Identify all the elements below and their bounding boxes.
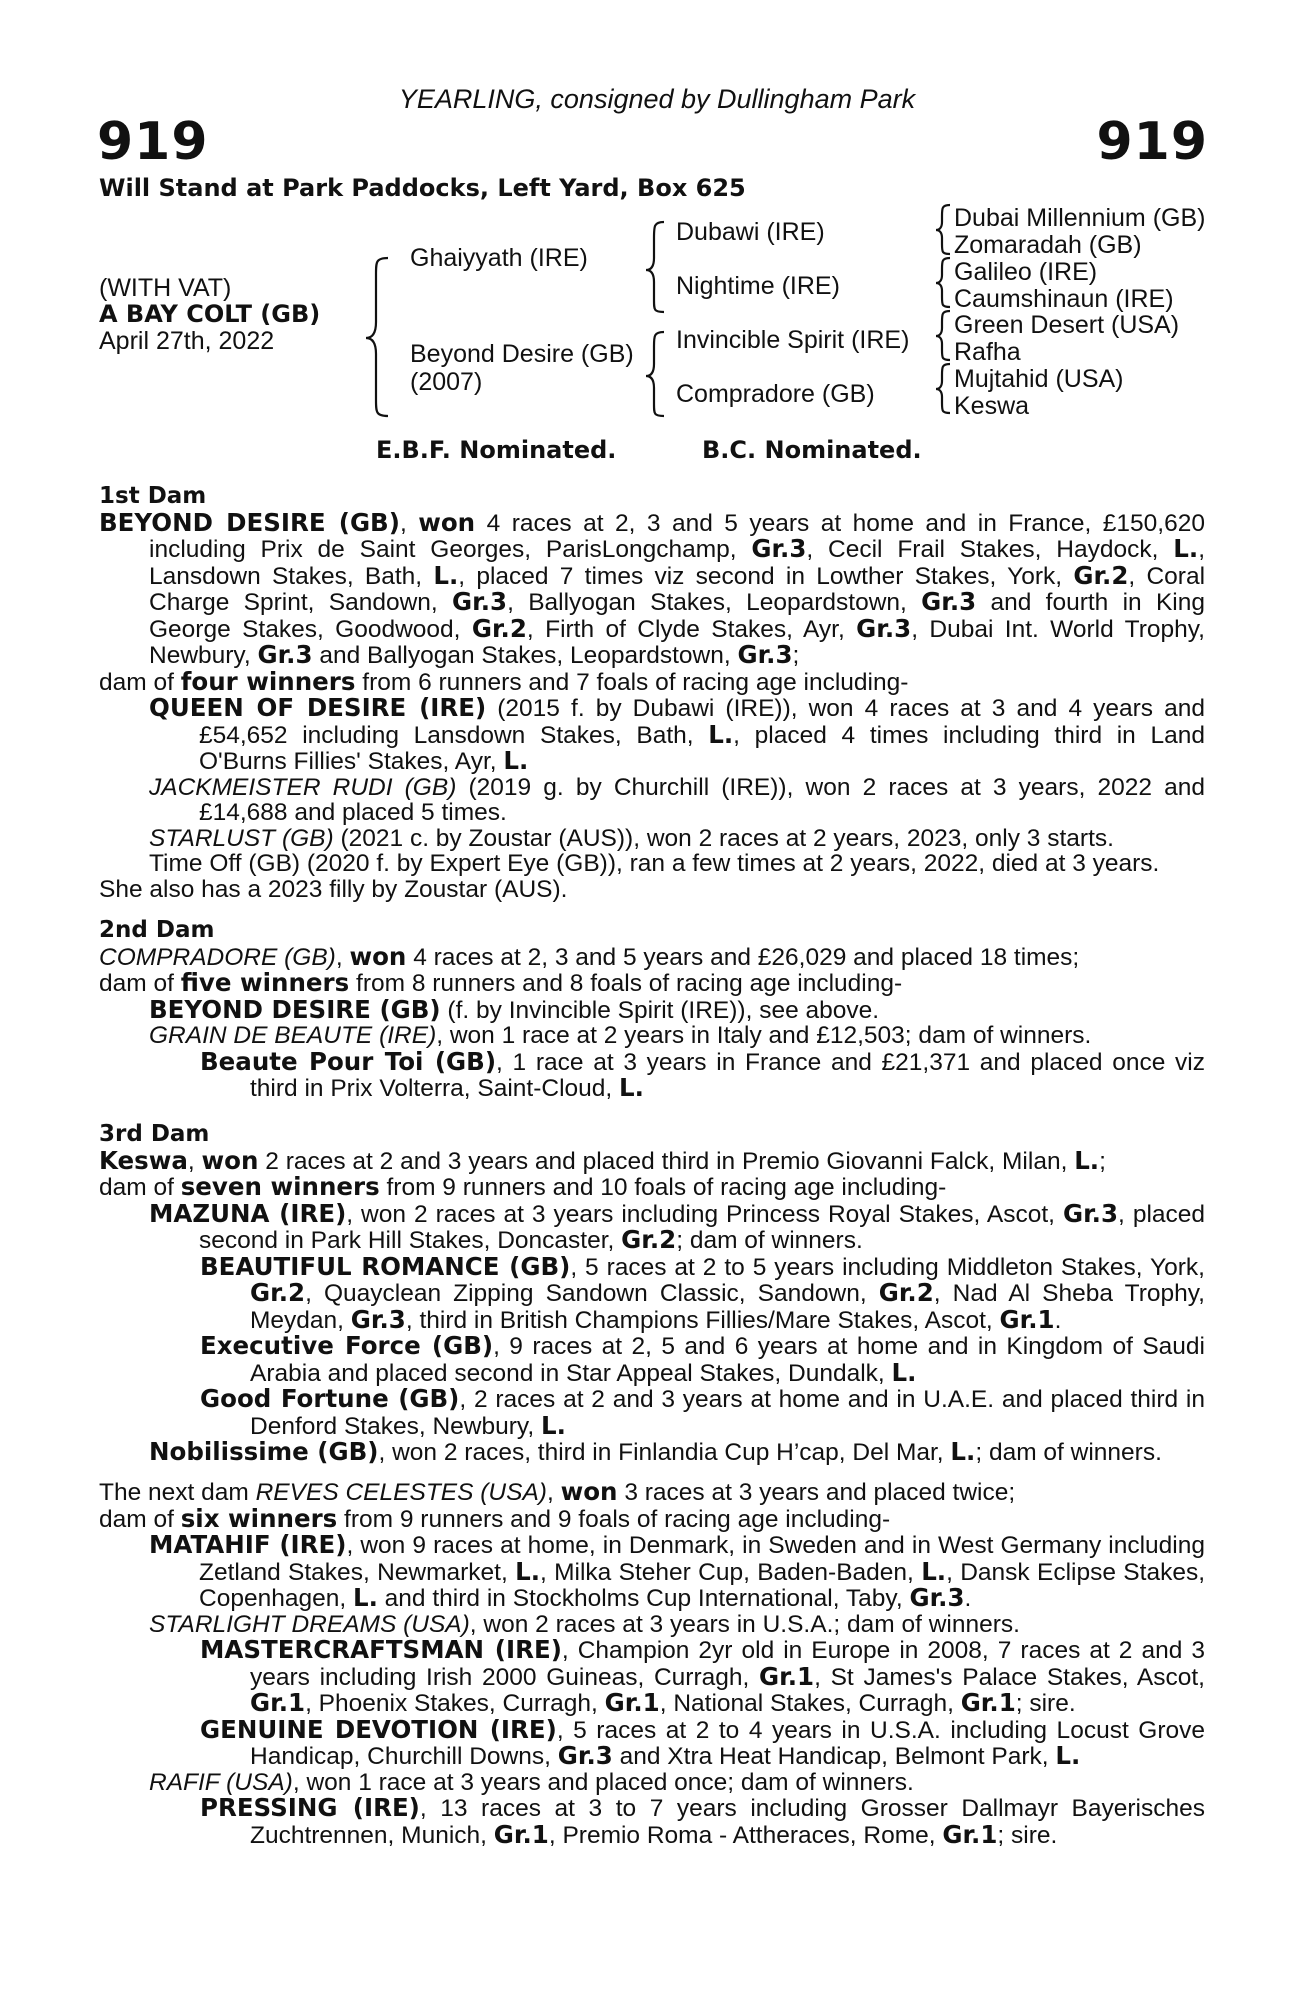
entry-paragraph: BEAUTIFUL ROMANCE (GB), 5 races at 2 to 5 years including Middleton Stakes, York, Gr.2, Quayclean Zipping Sandown Classic, Sandown, Gr.2, Nad Al Sheba Trophy, Meydan, Gr.3, third in British Champions Fillies/Mare Stakes, Ascot, Gr.1. (200, 1251, 1205, 1334)
entry-paragraph: MATAHIF (IRE), won 9 races at home, in Denmark, in Sweden and in West Germany including Zetland Stakes, Newmarket, L., Milka Steher Cup, Baden-Baden, L., Dansk Eclipse Stakes, Copenhagen, L. and third in Stockholms Cup International, Taby, Gr.3. (149, 1530, 1206, 1612)
sire-dam: Nightime (IRE) (676, 272, 840, 300)
entry-paragraph: STARLIGHT DREAMS (USA), won 2 races at 3 years in U.S.A.; dam of winners. (149, 1610, 1020, 1638)
entry-paragraph: dam of five winners from 8 runners and 8 foals of racing age including- (99, 968, 903, 997)
entry-paragraph: GENUINE DEVOTION (IRE), 5 races at 2 to 4 years in U.S.A. including Locust Grove Handicap, Churchill Downs, Gr.3 and Xtra Heat Handicap, Belmont Park, L. (200, 1714, 1205, 1770)
vat-note: (WITH VAT) (99, 274, 232, 302)
ebf-nominated: E.B.F. Nominated. (376, 436, 617, 464)
entry-paragraph: MASTERCRAFTSMAN (IRE), Champion 2yr old in Europe in 2008, 7 races at 2 and 3 years including Irish 2000 Guineas, Curragh, Gr.1, St James's Palace Stakes, Ascot, Gr.1, Phoenix Stakes, Curragh, Gr.1, National Stakes, Curragh, Gr.1; sire. (200, 1635, 1205, 1717)
entry-paragraph: dam of six winners from 9 runners and 9 foals of racing age including- (99, 1503, 891, 1533)
section-heading: 2nd Dam (99, 917, 215, 943)
section-body (99, 941, 1205, 1102)
entry-paragraph: Executive Force (GB), 9 races at 2, 5 and 6 years at home and in Kingdom of Saudi Arabia and placed second in Star Appeal Stakes, Dundalk, L. (200, 1331, 1205, 1387)
g3-7: Mujtahid (USA) (954, 365, 1124, 393)
sire: Ghaiyyath (IRE) (410, 244, 588, 272)
g3-4: Caumshinaun (IRE) (954, 285, 1174, 313)
consigner-line: YEARLING, consigned by Dullingham Park (398, 84, 916, 114)
section-body (99, 1145, 1206, 1466)
entry-paragraph: dam of seven winners from 9 runners and 10 foals of racing age including- (99, 1172, 947, 1201)
entry-paragraph: BEYOND DESIRE (GB) (f. by Invincible Spirit (IRE)), see above. (149, 994, 880, 1024)
entry-paragraph: Beaute Pour Toi (GB), 1 race at 3 years in France and £21,371 and placed once viz third in Prix Volterra, Saint-Cloud, L. (200, 1046, 1205, 1102)
entry-paragraph: COMPRADORE (GB), won 4 races at 2, 3 and 5 years and £26,029 and placed 18 times; (99, 941, 1080, 971)
first-dam-section (99, 484, 1205, 902)
entry-paragraph: dam of four winners from 6 runners and 7 foals of racing age including- (99, 666, 909, 696)
stand-location: Will Stand at Park Paddocks, Left Yard, Box 625 (99, 174, 746, 202)
entry-paragraph: The next dam REVES CELESTES (USA), won 3 races at 3 years and placed twice; (99, 1477, 1016, 1506)
section-heading: 3rd Dam (99, 1121, 210, 1147)
entry-paragraph: JACKMEISTER RUDI (GB) (2019 g. by Churchill (IRE)), won 2 races at 3 years, 2022 and £14,688 and placed 5 times. (149, 773, 1205, 826)
lot-number-left: 919 (97, 112, 209, 172)
third-dam-section (99, 1122, 1205, 1466)
entry-paragraph: BEYOND DESIRE (GB), won 4 races at 2, 3 and 5 years at home and in France, £150,620 including Prix de Saint Georges, ParisLongchamp, Gr.3, Cecil Frail Stakes, Haydock, L., Lansdown Stakes, Bath, L., placed 7 times viz second in Lowther Stakes, York, Gr.2, Coral Charge Sprint, Sandown, Gr.3, Ballyogan Stakes, Leopardstown, Gr.3 and fourth in King George Stakes, Goodwood, Gr.2, Firth of Clyde Stakes, Ayr, Gr.3, Dubai Int. World Trophy, Newbury, Gr.3 and Ballyogan Stakes, Leopardstown, Gr.3; (99, 507, 1206, 669)
entry-paragraph: Keswa, won 2 races at 2 and 3 years and placed third in Premio Giovanni Falck, Milan, L.; (99, 1145, 1106, 1175)
lot-number-right: 919 (1096, 112, 1208, 172)
entry-paragraph: STARLUST (GB) (2021 c. by Zoustar (AUS)), won 2 races at 2 years, 2023, only 3 starts. (149, 824, 1114, 852)
horse-title: A BAY COLT (GB) (99, 300, 321, 328)
entry-paragraph: PRESSING (IRE), 13 races at 3 to 7 years including Grosser Dallmayr Bayerisches Zuchtrennen, Munich, Gr.1, Premio Roma - Attheraces, Rome, Gr.1; sire. (200, 1793, 1205, 1849)
dam-year: (2007) (410, 368, 483, 396)
foaling-date: April 27th, 2022 (99, 327, 275, 355)
dam: Beyond Desire (GB) (410, 340, 634, 368)
entry-paragraph: Time Off (GB) (2020 f. by Expert Eye (GB)), ran a few times at 2 years, 2022, died at 3 years. (149, 850, 1160, 877)
entry-paragraph: MAZUNA (IRE), won 2 races at 3 years including Princess Royal Stakes, Ascot, Gr.3, placed second in Park Hill Stakes, Doncaster, Gr.2; dam of winners. (149, 1198, 1206, 1254)
dam-sire: Invincible Spirit (IRE) (676, 326, 910, 354)
dam-dam: Compradore (GB) (676, 380, 875, 408)
entry-paragraph: Good Fortune (GB), 2 races at 2 and 3 years at home and in U.A.E. and placed third in Denford Stakes, Newbury, L. (200, 1384, 1205, 1440)
g3-1: Dubai Millennium (GB) (954, 204, 1206, 232)
g3-2: Zomaradah (GB) (954, 231, 1142, 259)
entry-paragraph: She also has a 2023 filly by Zoustar (AUS). (99, 875, 568, 903)
entry-paragraph: RAFIF (USA), won 1 race at 3 years and placed once; dam of winners. (149, 1768, 914, 1796)
g3-8: Keswa (954, 392, 1030, 420)
section-body (99, 507, 1206, 903)
section-heading: 1st Dam (99, 483, 207, 509)
entry-paragraph: QUEEN OF DESIRE (IRE) (2015 f. by Dubawi (IRE)), won 4 races at 3 and 4 years and £54,652 including Lansdown Stakes, Bath, L., placed 4 times including third in Land O'Burns Fillies' Stakes, Ayr, L. (149, 693, 1206, 775)
entry-paragraph: Nobilissime (GB), won 2 races, third in Finlandia Cup H’cap, Del Mar, L.; dam of winners. (149, 1437, 1162, 1466)
sire-sire: Dubawi (IRE) (676, 218, 825, 246)
second-dam-section (99, 918, 1205, 1102)
next-dam-section (99, 1479, 1205, 1848)
section-body (99, 1479, 1205, 1848)
g3-5: Green Desert (USA) (954, 311, 1180, 339)
g3-6: Rafha (954, 338, 1021, 366)
entry-paragraph: GRAIN DE BEAUTE (IRE), won 1 race at 2 years in Italy and £12,503; dam of winners. (149, 1022, 1092, 1049)
bc-nominated: B.C. Nominated. (702, 436, 922, 464)
g3-3: Galileo (IRE) (954, 258, 1098, 286)
